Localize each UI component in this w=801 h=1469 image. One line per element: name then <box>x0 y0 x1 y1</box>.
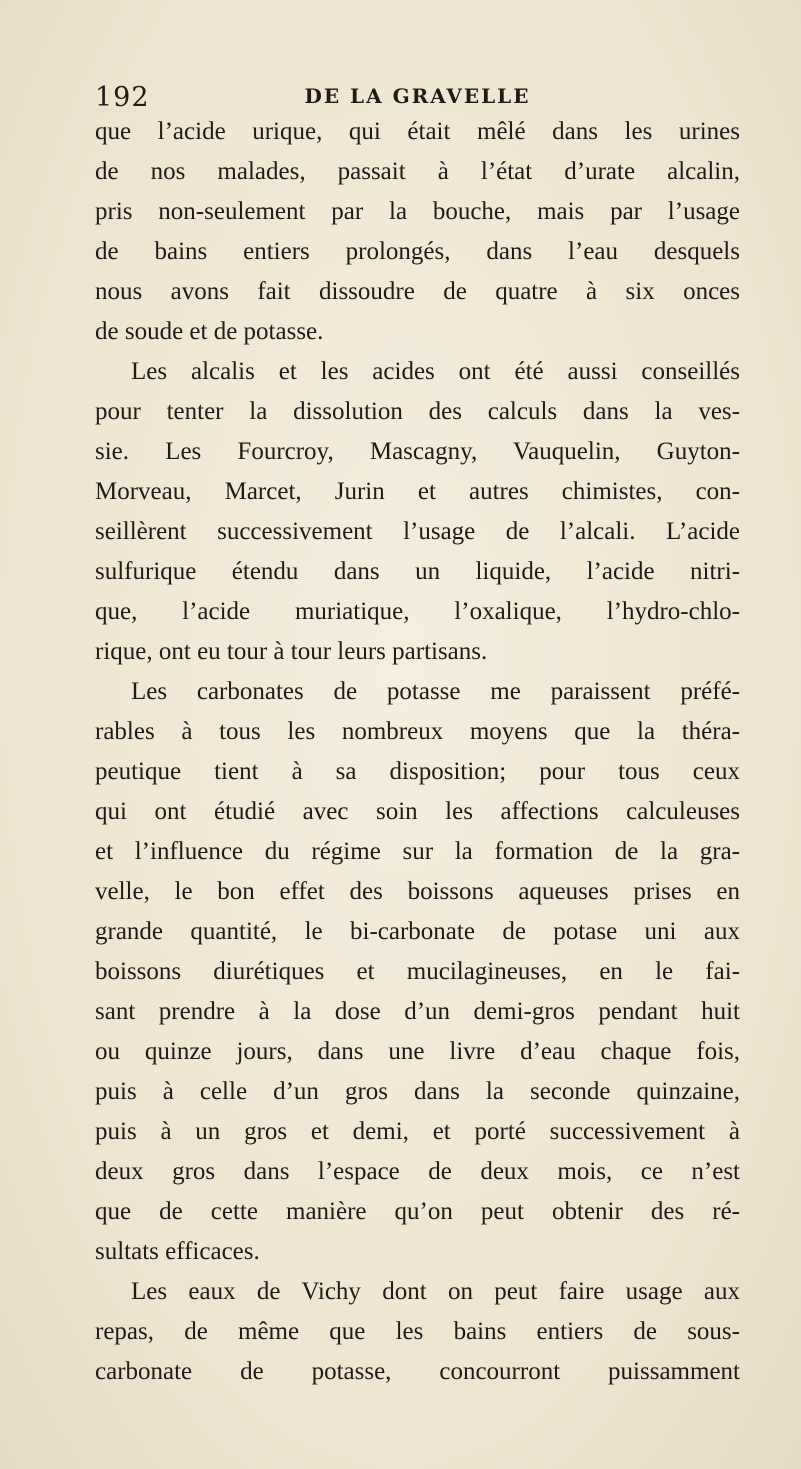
running-title: DE LA GRAVELLE <box>304 84 531 108</box>
text-line: pris non-seulement par la bouche, mais par l’usage <box>95 198 740 225</box>
text-line: puis à celle d’un gros dans la seconde quinzaine, <box>95 1078 740 1105</box>
text-line: Morveau, Marcet, Jurin et autres chimistes, con- <box>95 478 740 505</box>
text-line: sant prendre à la dose d’un demi-gros pendant huit <box>95 998 740 1025</box>
text-line: ou quinze jours, dans une livre d’eau chaque fois, <box>95 1038 740 1065</box>
text-line: puis à un gros et demi, et porté successivement à <box>95 1118 740 1145</box>
text-line: carbonate de potasse, concourront puissamment <box>95 1358 740 1385</box>
text-line: sulfurique étendu dans un liquide, l’acide nitri- <box>95 558 740 585</box>
body-text <box>95 112 740 1392</box>
text-line: deux gros dans l’espace de deux mois, ce n’est <box>95 1158 740 1185</box>
text-line: que de cette manière qu’on peut obtenir des ré- <box>95 1198 740 1225</box>
text-line: que l’acide urique, qui était mêlé dans les urines <box>95 118 740 145</box>
text-line: peutique tient à sa disposition; pour tous ceux <box>95 758 740 785</box>
text-line: sultats efficaces. <box>95 1238 260 1265</box>
text-line: que, l’acide muriatique, l’oxalique, l’hydro-chlo- <box>95 598 740 625</box>
text-line: boissons diurétiques et mucilagineuses, en le fai- <box>95 958 740 985</box>
text-line: nous avons fait dissoudre de quatre à six onces <box>95 278 740 305</box>
text-line: pour tenter la dissolution des calculs dans la ves- <box>95 398 740 425</box>
text-line: velle, le bon effet des boissons aqueuses prises en <box>95 878 740 905</box>
text-line: et l’influence du régime sur la formation de la gra- <box>95 838 740 865</box>
text-line: qui ont étudié avec soin les affections calculeuses <box>95 798 740 825</box>
text-line: repas, de même que les bains entiers de sous- <box>95 1318 740 1345</box>
text-line: grande quantité, le bi-carbonate de potase uni aux <box>95 918 740 945</box>
paragraph-start-line: Les alcalis et les acides ont été aussi conseillés <box>131 358 740 385</box>
page-number: 192 <box>95 82 150 113</box>
text-line: de bains entiers prolongés, dans l’eau desquels <box>95 238 740 265</box>
text-line: rique, ont eu tour à tour leurs partisans. <box>95 638 488 665</box>
text-line: de nos malades, passait à l’état d’urate alcalin, <box>95 158 740 185</box>
page-header <box>95 82 740 112</box>
text-line: rables à tous les nombreux moyens que la théra- <box>95 718 740 745</box>
text-line: sie. Les Fourcroy, Mascagny, Vauquelin, Guyton- <box>95 438 740 465</box>
text-line: seillèrent successivement l’usage de l’alcali. L’acide <box>95 518 740 545</box>
text-line: de soude et de potasse. <box>95 318 324 345</box>
paragraph-start-line: Les carbonates de potasse me paraissent préfé- <box>131 678 740 705</box>
paragraph-start-line: Les eaux de Vichy dont on peut faire usage aux <box>131 1278 740 1305</box>
